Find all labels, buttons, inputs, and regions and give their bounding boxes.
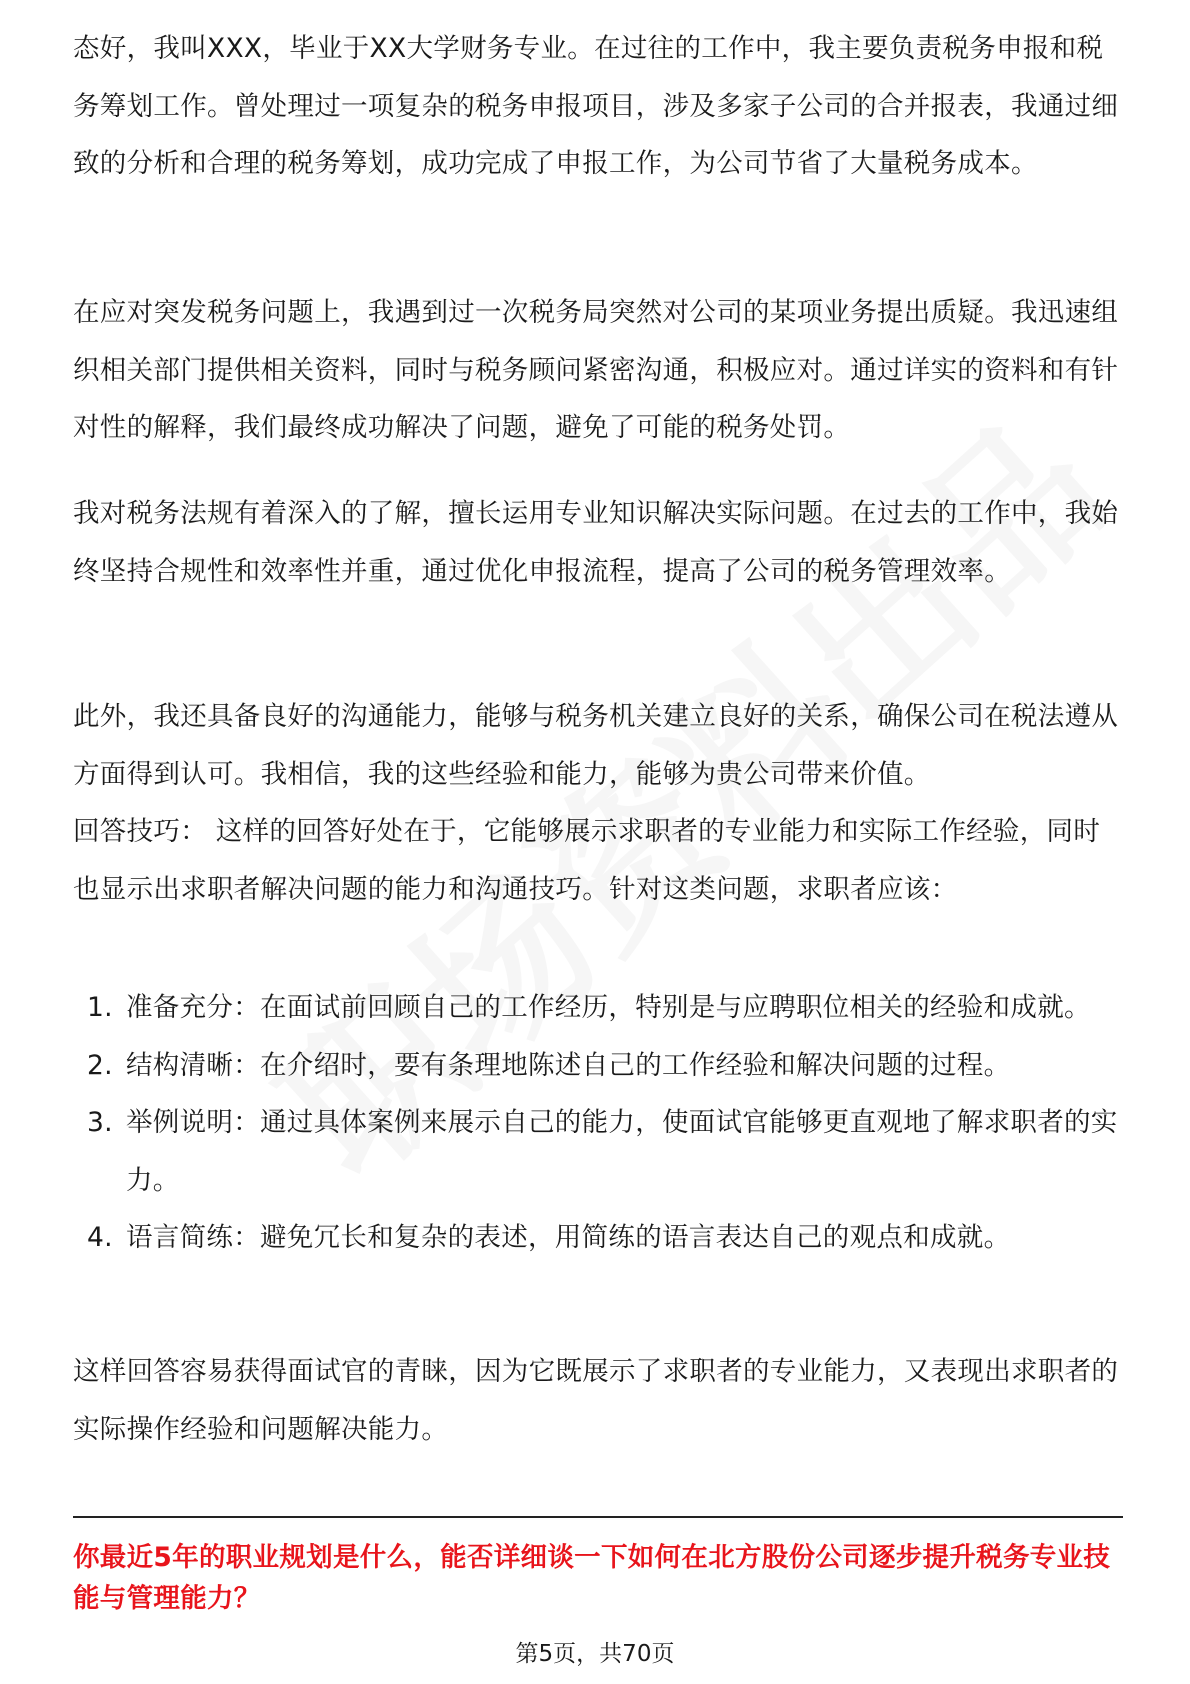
paragraph-tips: 回答技巧： 这样的回答好处在于，它能够展示求职者的专业能力和实际工作经验，同时也显示出求职者解决问题的能力和沟通技巧。针对这类问题，求职者应该： (73, 816, 1101, 905)
paragraph-knowledge: 我对税务法规有着深入的了解，擅长运用专业知识解决实际问题。在过去的工作中，我始终坚持合规性和效率性并重，通过优化申报流程，提高了公司的税务管理效率。 (73, 498, 1119, 587)
list-item (73, 1094, 1123, 1209)
list-text: 结构清晰：在介绍时，要有条理地陈述自己的工作经验和解决问题的过程。 (126, 1049, 1011, 1081)
list-item (73, 1037, 1123, 1095)
divider (73, 1516, 1123, 1518)
list-number: 4. (87, 1222, 113, 1253)
list-text: 语言简练：避免冗长和复杂的表述，用简练的语言表达自己的观点和成就。 (126, 1222, 1011, 1253)
page-footer: 第5页，共70页 (515, 1641, 675, 1667)
list-item (73, 979, 1123, 1037)
paragraph-intro: 态好，我叫XXX，毕业于XX大学财务专业。在过往的工作中，我主要负责税务申报和税务筹划工作。曾处理过一项复杂的税务申报项目，涉及多家子公司的合并报表，我通过细致的分析和合理的税务筹划，成功完成了申报工作，为公司节省了大量税务成本。 (73, 33, 1119, 179)
list-number: 2. (87, 1049, 113, 1081)
list-number: 1. (87, 992, 113, 1023)
paragraph-communication: 此外，我还具备良好的沟通能力，能够与税务机关建立良好的关系，确保公司在税法遵从方面得到认可。我相信，我的这些经验和能力，能够为贵公司带来价值。 (73, 701, 1119, 790)
list-text: 举例说明：通过具体案例来展示自己的能力，使面试官能够更直观地了解求职者的实力。 (126, 1107, 1118, 1196)
list-number: 3. (87, 1107, 113, 1138)
paragraph-conclusion: 这样回答容易获得面试官的青睐，因为它既展示了求职者的专业能力，又表现出求职者的实际操作经验和问题解决能力。 (73, 1356, 1119, 1445)
list-item (73, 1209, 1123, 1267)
list-text: 准备充分：在面试前回顾自己的工作经历，特别是与应聘职位相关的经验和成就。 (126, 992, 1091, 1023)
next-question-heading: 你最近5年的职业规划是什么，能否详细谈一下如何在北方股份公司逐步提升税务专业技能与管理能力？ (73, 1542, 1111, 1614)
tips-list (73, 979, 1123, 1267)
paragraph-emergency: 在应对突发税务问题上，我遇到过一次税务局突然对公司的某项业务提出质疑。我迅速组织相关部门提供相关资料，同时与税务顾问紧密沟通，积极应对。通过详实的资料和有针对性的解释，我们最终成功解决了问题，避免了可能的税务处罚。 (73, 297, 1119, 443)
